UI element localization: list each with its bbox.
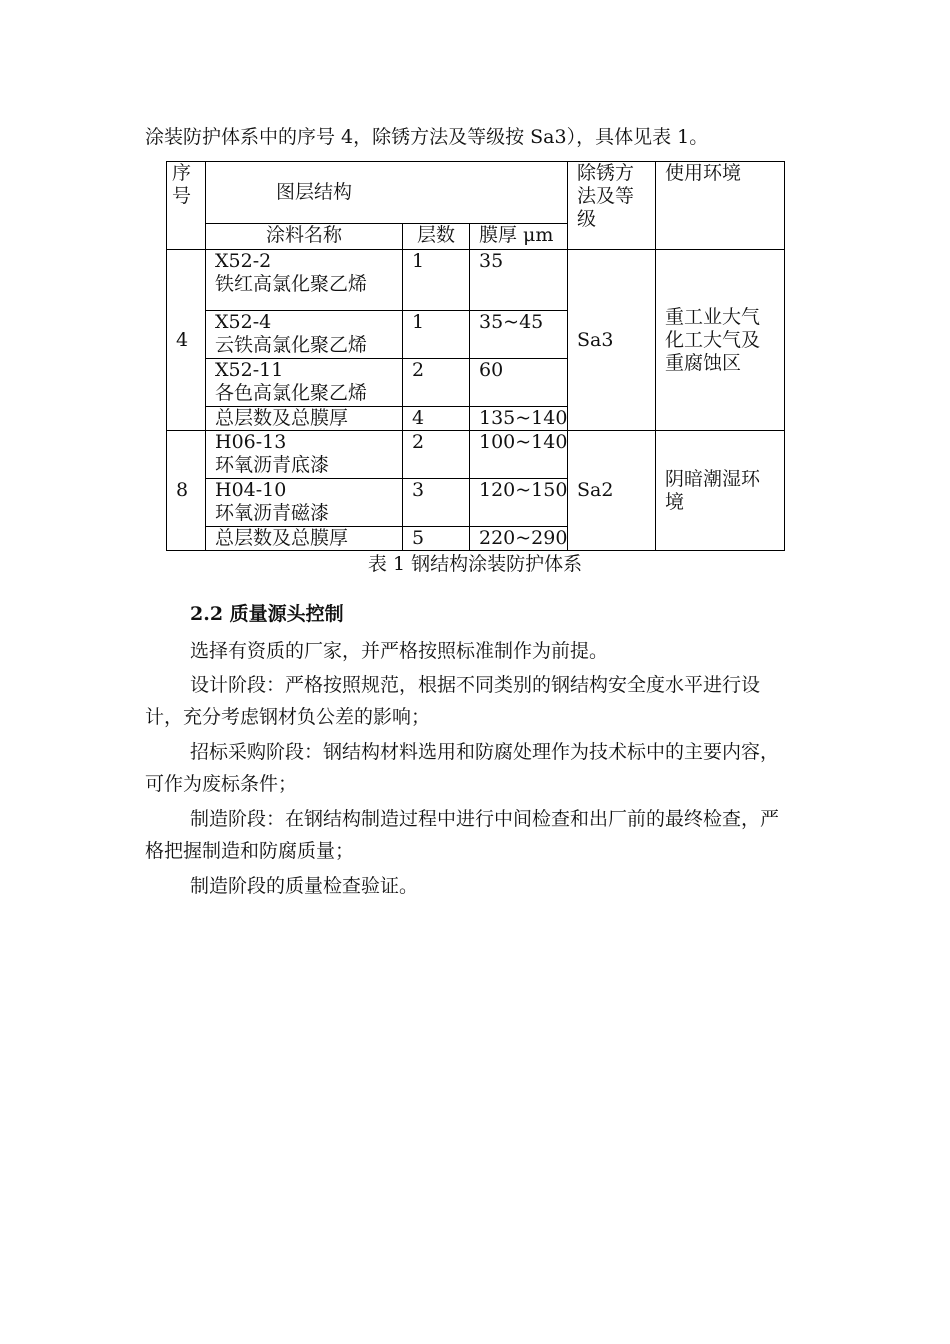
body-paragraph: 制造阶段的质量检查验证。 xyxy=(190,875,419,897)
layers-cell: 1 xyxy=(403,250,470,311)
total-layers: 4 xyxy=(403,407,470,431)
coating-name: 云铁高氯化聚乙烯 xyxy=(215,334,368,356)
layers-cell: 2 xyxy=(403,431,470,479)
layers-cell: 1 xyxy=(403,311,470,359)
intro-paragraph: 涂装防护体系中的序号 4，除锈方法及等级按 Sa3），具体见表 1。 xyxy=(145,126,709,148)
environment-cell: 重工业大气化工大气及重腐蚀区 xyxy=(656,250,785,431)
coating-code: H04-10 xyxy=(215,479,287,501)
thickness-cell: 35~45 xyxy=(470,311,568,359)
total-thickness: 135~140 xyxy=(470,407,568,431)
coating-cell xyxy=(206,479,403,527)
total-thickness: 220~290 xyxy=(470,527,568,551)
layers-cell: 3 xyxy=(403,479,470,527)
header-coating-name: 涂料名称 xyxy=(206,224,403,250)
table-row xyxy=(167,431,785,479)
coating-code: X52-4 xyxy=(215,311,272,333)
thickness-cell: 35 xyxy=(470,250,568,311)
body-paragraph: 招标采购阶段：钢结构材料选用和防腐处理作为技术标中的主要内容，可作为废标条件； xyxy=(145,741,780,795)
table-header-row xyxy=(167,162,785,224)
coating-cell xyxy=(206,431,403,479)
thickness-cell: 100~140 xyxy=(470,431,568,479)
total-label: 总层数及总膜厚 xyxy=(206,407,403,431)
header-rust-removal: 除锈方法及等级 xyxy=(568,162,656,250)
coating-cell xyxy=(206,250,403,311)
body-paragraph: 制造阶段：在钢结构制造过程中进行中间检查和出厂前的最终检查，严格把握制造和防腐质量； xyxy=(145,808,780,862)
coating-name: 各色高氯化聚乙烯 xyxy=(215,382,368,404)
layers-cell: 2 xyxy=(403,359,470,407)
total-layers: 5 xyxy=(403,527,470,551)
thickness-cell: 120~150 xyxy=(470,479,568,527)
header-seq: 序号 xyxy=(167,162,206,250)
coating-cell xyxy=(206,359,403,407)
rust-cell: Sa2 xyxy=(568,431,656,551)
header-thickness: 膜厚 μm xyxy=(470,224,568,250)
table-row xyxy=(167,250,785,311)
header-structure: 图层结构 xyxy=(206,162,568,224)
section-heading: 2.2 质量源头控制 xyxy=(190,603,344,625)
coating-name: 铁红高氯化聚乙烯 xyxy=(215,273,368,295)
seq-cell: 4 xyxy=(167,250,206,431)
body-paragraph: 选择有资质的厂家，并严格按照标准制作为前提。 xyxy=(190,640,609,662)
table-caption: 表 1 钢结构涂装防护体系 xyxy=(367,553,583,575)
header-environment: 使用环境 xyxy=(656,162,785,250)
seq-cell: 8 xyxy=(167,431,206,551)
coating-cell xyxy=(206,311,403,359)
total-label: 总层数及总膜厚 xyxy=(206,527,403,551)
coating-system-table xyxy=(166,161,785,551)
coating-name: 环氧沥青底漆 xyxy=(215,454,330,476)
coating-code: X52-2 xyxy=(215,250,272,272)
thickness-cell: 60 xyxy=(470,359,568,407)
environment-cell: 阴暗潮湿环境 xyxy=(656,431,785,551)
coating-code: X52-11 xyxy=(215,359,284,381)
rust-cell: Sa3 xyxy=(568,250,656,431)
header-layers: 层数 xyxy=(403,224,470,250)
coating-code: H06-13 xyxy=(215,431,287,453)
coating-name: 环氧沥青磁漆 xyxy=(215,502,330,524)
body-paragraph: 设计阶段：严格按照规范，根据不同类别的钢结构安全度水平进行设计，充分考虑钢材负公差的影响； xyxy=(145,674,761,728)
